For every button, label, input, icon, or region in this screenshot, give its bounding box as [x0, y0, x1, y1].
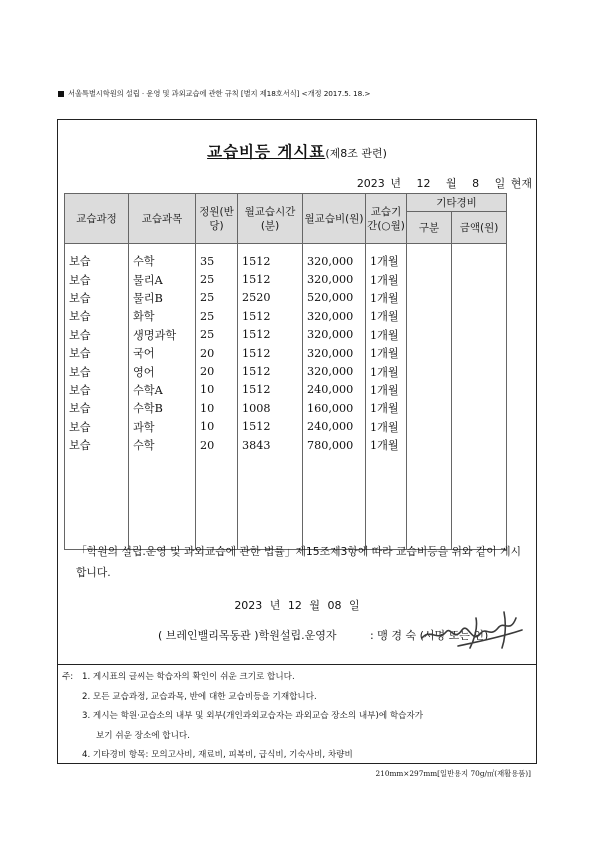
cell-subject: 수학A — [129, 381, 196, 399]
cell-monthly-fee: 320,000 — [303, 344, 366, 362]
cell-other-type — [407, 418, 452, 436]
as-of-month-unit: 월 — [445, 177, 457, 190]
header-capacity: 정원(반당) — [196, 194, 238, 244]
regulation-text: 서울특별시학원의 설립 · 운영 및 과외교습에 관한 규칙 [별지 제18호서식] <개정 2017.5. 18.> — [68, 89, 371, 98]
cell-monthly-hours: 3843 — [238, 436, 303, 454]
empty-cell — [129, 454, 196, 550]
cell-other-amount — [452, 270, 507, 288]
cell-course: 보습 — [65, 436, 129, 454]
cell-other-amount — [452, 289, 507, 307]
cell-capacity: 25 — [196, 289, 238, 307]
cell-other-type — [407, 436, 452, 454]
cell-other-type — [407, 289, 452, 307]
note-item-4: 4. 기타경비 항목: 모의고사비, 재료비, 피복비, 급식비, 기숙사비, 차량비 — [82, 750, 353, 760]
cell-monthly-fee: 780,000 — [303, 436, 366, 454]
table-row — [65, 289, 507, 307]
cell-course: 보습 — [65, 270, 129, 288]
cell-capacity: 20 — [196, 362, 238, 380]
cell-monthly-fee: 320,000 — [303, 362, 366, 380]
as-of-year: 2023 — [356, 177, 385, 190]
cell-monthly-hours: 2520 — [238, 289, 303, 307]
note-item-2: 2. 모든 교습과정, 교습과목, 반에 대한 교습비등을 기재합니다. — [82, 691, 317, 702]
regulation-header — [58, 89, 370, 99]
cell-other-type — [407, 344, 452, 362]
form-title — [57, 140, 537, 162]
cell-capacity: 10 — [196, 399, 238, 417]
cell-capacity: 35 — [196, 244, 238, 271]
cell-monthly-hours: 1512 — [238, 326, 303, 344]
header-monthly-fee: 월교습비(원) — [303, 194, 366, 244]
cell-other-amount — [452, 344, 507, 362]
table-row — [65, 326, 507, 344]
cell-monthly-fee: 320,000 — [303, 307, 366, 325]
cell-subject: 국어 — [129, 344, 196, 362]
cell-other-type — [407, 270, 452, 288]
cell-subject: 물리B — [129, 289, 196, 307]
as-of-day-unit: 일 — [494, 177, 506, 190]
notes-divider — [57, 664, 537, 665]
cell-period: 1개월 — [366, 399, 407, 417]
cell-capacity: 25 — [196, 307, 238, 325]
table-row — [65, 399, 507, 417]
cell-course: 보습 — [65, 289, 129, 307]
cell-period: 1개월 — [366, 307, 407, 325]
operator-name: : 맹 경 숙 (서명 또는 인) — [370, 629, 489, 642]
table-row — [65, 307, 507, 325]
header-other-type: 구분 — [407, 212, 452, 244]
cell-monthly-fee: 240,000 — [303, 418, 366, 436]
paper-spec: 210mm×297mm[일반용지 70g/㎡(재활용품)] — [375, 769, 531, 778]
cell-capacity: 10 — [196, 418, 238, 436]
cell-period: 1개월 — [366, 436, 407, 454]
cell-other-type — [407, 362, 452, 380]
cell-course: 보습 — [65, 244, 129, 271]
cell-other-amount — [452, 436, 507, 454]
cell-other-amount — [452, 399, 507, 417]
cell-monthly-fee: 240,000 — [303, 381, 366, 399]
as-of-date — [357, 175, 532, 191]
cell-other-type — [407, 399, 452, 417]
cell-period: 1개월 — [366, 326, 407, 344]
handwritten-signature — [418, 608, 528, 653]
cell-subject: 영어 — [129, 362, 196, 380]
cell-monthly-hours: 1512 — [238, 307, 303, 325]
empty-cell — [452, 454, 507, 550]
cell-monthly-hours: 1512 — [238, 381, 303, 399]
academy-operator-label: ( 브레인밸리목동관 )학원설립.운영자 — [158, 629, 337, 642]
table-row — [65, 381, 507, 399]
cell-period: 1개월 — [366, 244, 407, 271]
cell-monthly-hours: 1512 — [238, 344, 303, 362]
cell-capacity: 25 — [196, 270, 238, 288]
cell-other-amount — [452, 362, 507, 380]
as-of-day: 8 — [472, 177, 480, 190]
cell-subject: 생명과학 — [129, 326, 196, 344]
as-of-month: 12 — [416, 177, 431, 190]
header-other-amount: 금액(원) — [452, 212, 507, 244]
empty-cell — [407, 454, 452, 550]
note-item-1: 1. 게시표의 글씨는 학습자의 확인이 쉬운 크기로 합니다. — [82, 672, 295, 682]
cell-period: 1개월 — [366, 362, 407, 380]
cell-capacity: 20 — [196, 436, 238, 454]
cell-subject: 물리A — [129, 270, 196, 288]
table-row — [65, 436, 507, 454]
header-course: 교습과정 — [65, 194, 129, 244]
cell-other-amount — [452, 381, 507, 399]
cell-other-amount — [452, 418, 507, 436]
header-period: 교습기간(○월) — [366, 194, 407, 244]
cell-capacity: 25 — [196, 326, 238, 344]
cell-course: 보습 — [65, 381, 129, 399]
square-bullet-icon — [58, 91, 64, 97]
cell-course: 보습 — [65, 344, 129, 362]
table-row — [65, 270, 507, 288]
fee-table — [64, 193, 507, 550]
cell-monthly-fee: 520,000 — [303, 289, 366, 307]
cell-other-amount — [452, 326, 507, 344]
as-of-suffix: 현재 — [510, 177, 532, 190]
cell-subject: 화학 — [129, 307, 196, 325]
cell-other-amount — [452, 307, 507, 325]
cell-other-amount — [452, 244, 507, 271]
empty-cell — [366, 454, 407, 550]
cell-subject: 수학 — [129, 436, 196, 454]
cell-course: 보습 — [65, 362, 129, 380]
cell-period: 1개월 — [366, 289, 407, 307]
table-row — [65, 244, 507, 271]
cell-monthly-fee: 320,000 — [303, 244, 366, 271]
cell-monthly-fee: 160,000 — [303, 399, 366, 417]
cell-monthly-hours: 1008 — [238, 399, 303, 417]
cell-period: 1개월 — [366, 270, 407, 288]
cell-course: 보습 — [65, 399, 129, 417]
notes-lead: 주: — [62, 672, 74, 682]
cell-period: 1개월 — [366, 418, 407, 436]
cell-monthly-hours: 1512 — [238, 244, 303, 271]
header-other-fees: 기타경비 — [407, 194, 507, 212]
cell-subject: 수학 — [129, 244, 196, 271]
cell-other-type — [407, 244, 452, 271]
cell-monthly-hours: 1512 — [238, 270, 303, 288]
table-body — [65, 244, 507, 550]
cell-other-type — [407, 381, 452, 399]
note-item-3: 3. 게시는 학원·교습소의 내부 및 외부(개인과외교습자는 과외교습 장소의 내부)에 학습자가 — [82, 711, 424, 721]
notes-section — [62, 668, 532, 766]
title-main: 교습비등 게시표 — [207, 143, 326, 161]
sign-date: 2023 년 12 월 08 일 — [234, 599, 360, 612]
cell-course: 보습 — [65, 326, 129, 344]
table-row — [65, 344, 507, 362]
cell-capacity: 20 — [196, 344, 238, 362]
cell-subject: 과학 — [129, 418, 196, 436]
table-row — [65, 418, 507, 436]
cell-period: 1개월 — [366, 344, 407, 362]
cell-capacity: 10 — [196, 381, 238, 399]
cell-monthly-hours: 1512 — [238, 362, 303, 380]
empty-cell — [196, 454, 238, 550]
table-row — [65, 362, 507, 380]
notice-text: 「학원의 설립.운영 및 과외교습에 관한 법률」제15조제3항에 따라 교습비등을 위와 같이 게시합니다. — [76, 545, 521, 579]
cell-course: 보습 — [65, 307, 129, 325]
table-empty-space — [65, 454, 507, 550]
header-subject: 교습과목 — [129, 194, 196, 244]
note-item-3-continued: 보기 쉬운 장소에 합니다. — [96, 730, 190, 741]
cell-subject: 수학B — [129, 399, 196, 417]
cell-monthly-fee: 320,000 — [303, 326, 366, 344]
cell-course: 보습 — [65, 418, 129, 436]
title-sub: (제8조 관련) — [325, 147, 387, 160]
cell-other-type — [407, 307, 452, 325]
empty-cell — [65, 454, 129, 550]
cell-monthly-fee: 320,000 — [303, 270, 366, 288]
empty-cell — [238, 454, 303, 550]
as-of-year-unit: 년 — [390, 177, 401, 190]
header-monthly-hours: 월교습시간(분) — [238, 194, 303, 244]
cell-monthly-hours: 1512 — [238, 418, 303, 436]
cell-other-type — [407, 326, 452, 344]
empty-cell — [303, 454, 366, 550]
cell-period: 1개월 — [366, 381, 407, 399]
